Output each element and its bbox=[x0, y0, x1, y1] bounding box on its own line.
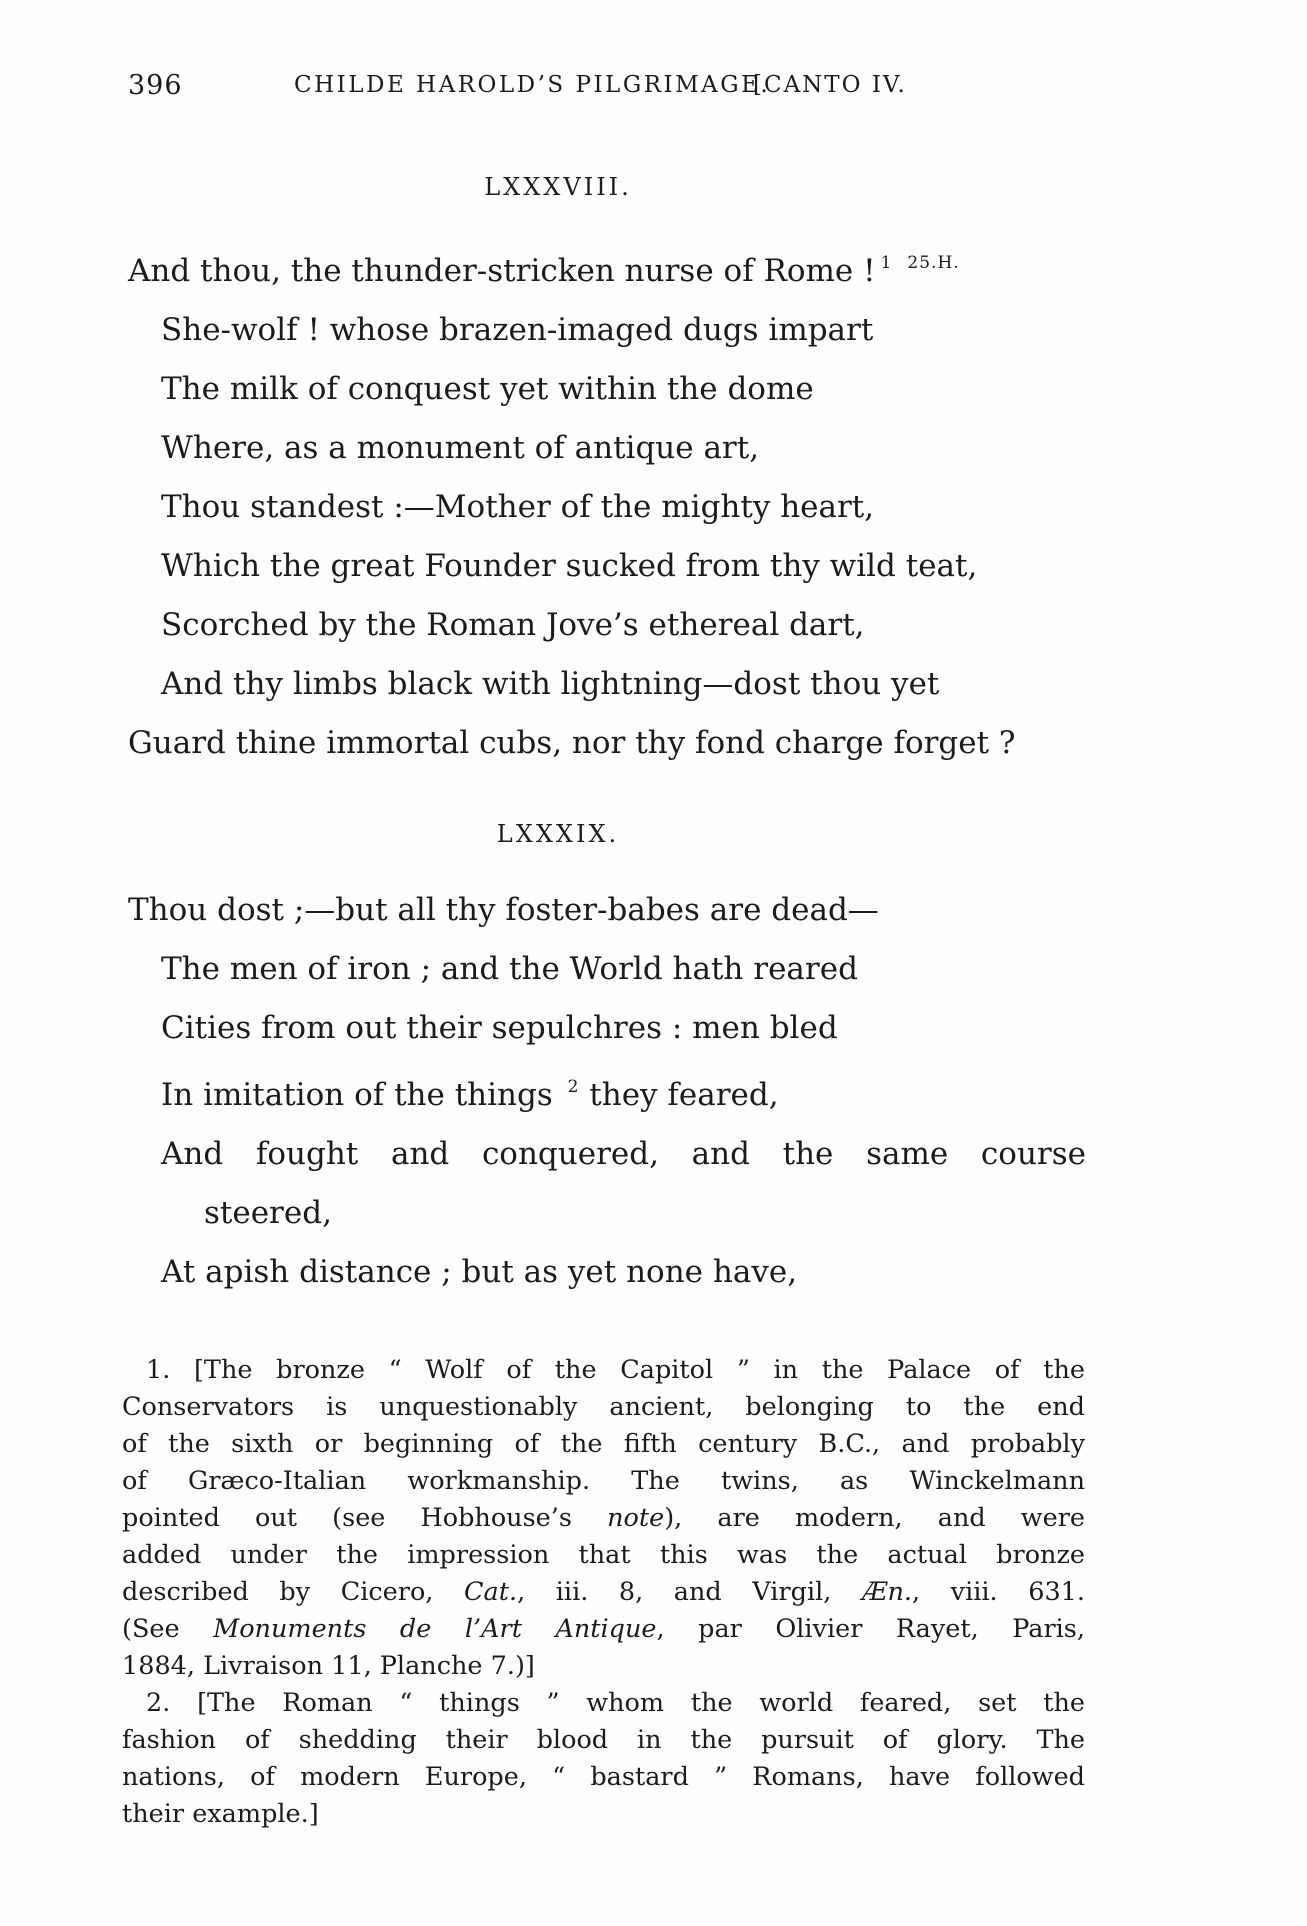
footnote-line bbox=[122, 1722, 1085, 1759]
text-segment: Æn. bbox=[861, 1577, 912, 1607]
text-segment: 1. [The bronze “ Wolf of the Capitol ” in the Palace of the bbox=[146, 1355, 1085, 1385]
canto-label: [CANTO IV. bbox=[753, 72, 907, 98]
footnote-line bbox=[122, 1648, 1085, 1685]
footnote-line bbox=[122, 1389, 1085, 1426]
footnote-line bbox=[122, 1463, 1085, 1500]
poem bbox=[128, 172, 1086, 1302]
text-segment: In imitation of the things bbox=[161, 1077, 563, 1113]
text-segment: 2. [The Roman “ things ” whom the world feared, set the bbox=[146, 1688, 1085, 1718]
text-segment: pointed out (see Hobhouse’s bbox=[122, 1503, 608, 1533]
poem-line bbox=[161, 419, 1086, 478]
text-segment: , iii. 8, and Virgil, bbox=[517, 1577, 862, 1607]
footnote-line bbox=[122, 1611, 1085, 1648]
text-segment: (See bbox=[122, 1614, 214, 1644]
text-segment: note bbox=[607, 1503, 665, 1533]
footnote-line bbox=[122, 1759, 1085, 1796]
poem-line bbox=[161, 478, 1086, 537]
running-header bbox=[128, 68, 1086, 104]
text-segment: Where, as a monument of antique art, bbox=[161, 430, 760, 466]
footnote-marker: 1 bbox=[880, 253, 893, 273]
text-segment: Conservators is unquestionably ancient, belonging to the end bbox=[122, 1392, 1085, 1422]
text-segment: described by Cicero, bbox=[122, 1577, 464, 1607]
poem-line bbox=[204, 1184, 1086, 1243]
footnote-line bbox=[122, 1537, 1085, 1574]
text-segment: 1884, Livraison 11, Planche 7.)] bbox=[122, 1651, 535, 1681]
text-segment: Which the great Founder sucked from thy wild teat, bbox=[161, 548, 978, 584]
poem-line bbox=[161, 940, 1086, 999]
poem-line bbox=[161, 1058, 1086, 1125]
text-segment: , viii. 631. bbox=[912, 1577, 1085, 1607]
text-segment: fashion of shedding their blood in the pursuit of glory. The bbox=[122, 1725, 1085, 1755]
text-segment: She-wolf ! whose brazen-imaged dugs impart bbox=[161, 312, 874, 348]
poem-line bbox=[161, 301, 1086, 360]
poem-line bbox=[128, 881, 1086, 940]
footnote-line bbox=[122, 1500, 1085, 1537]
text-segment: Guard thine immortal cubs, nor thy fond charge forget ? bbox=[128, 725, 1016, 761]
text-segment: At apish distance ; but as yet none have, bbox=[161, 1254, 798, 1290]
poem-line bbox=[161, 360, 1086, 419]
stanza-lxxxviii bbox=[128, 172, 1086, 773]
text-segment: And fought and conquered, and the same course bbox=[161, 1136, 1086, 1172]
stanza-heading: LXXXVIII. bbox=[484, 173, 632, 201]
text-segment: Monuments de l’Art Antique bbox=[213, 1614, 657, 1644]
text-segment: added under the impression that this was the actual bronze bbox=[122, 1540, 1085, 1570]
footnote-line bbox=[122, 1796, 1085, 1833]
poem-line bbox=[161, 655, 1086, 714]
footnote-line bbox=[122, 1574, 1085, 1611]
text-segment: nations, of modern Europe, “ bastard ” Romans, have followed bbox=[122, 1762, 1085, 1792]
footnote-line bbox=[122, 1352, 1085, 1389]
footnote-marker: 25.H. bbox=[907, 253, 960, 273]
stanza-lxxxix bbox=[128, 819, 1086, 1302]
poem-line bbox=[161, 537, 1086, 596]
text-segment: of the sixth or beginning of the fifth century B.C., and probably bbox=[122, 1429, 1085, 1459]
text-segment: of Græco-Italian workmanship. The twins, as Winckelmann bbox=[122, 1466, 1085, 1496]
text-segment: Thou dost ;—but all thy foster-babes are dead— bbox=[128, 892, 879, 928]
text-segment: The milk of conquest yet within the dome bbox=[161, 371, 814, 407]
poem-line bbox=[128, 234, 1086, 301]
page-number: 396 bbox=[128, 70, 183, 101]
poem-line bbox=[161, 596, 1086, 655]
text-segment: Thou standest :—Mother of the mighty heart, bbox=[161, 489, 875, 525]
footnote-line bbox=[122, 1685, 1085, 1722]
text-segment: , par Olivier Rayet, Paris, bbox=[656, 1614, 1085, 1644]
text-segment: And thou, the thunder-stricken nurse of Rome ! bbox=[128, 253, 876, 289]
footnote-line bbox=[122, 1426, 1085, 1463]
text-segment: ), are modern, and were bbox=[664, 1503, 1085, 1533]
poem-line bbox=[161, 1243, 1086, 1302]
footnote-marker: 2 bbox=[567, 1077, 580, 1097]
text-segment: The men of iron ; and the World hath reared bbox=[161, 951, 858, 987]
stanza-lines bbox=[128, 881, 1086, 1302]
stanza-lines bbox=[128, 234, 1086, 773]
text-segment: And thy limbs black with lightning—dost thou yet bbox=[161, 666, 940, 702]
footnotes bbox=[122, 1352, 1085, 1833]
text-segment: their example.] bbox=[122, 1799, 319, 1829]
text-segment: Cat. bbox=[464, 1577, 518, 1607]
text-segment: steered, bbox=[204, 1195, 332, 1231]
running-title: CHILDE HAROLD’S PILGRIMAGE. bbox=[294, 72, 771, 98]
text-segment: Scorched by the Roman Jove’s ethereal dart, bbox=[161, 607, 865, 643]
text-segment: Cities from out their sepulchres : men bled bbox=[161, 1010, 838, 1046]
poem-line bbox=[161, 1125, 1086, 1184]
poem-line bbox=[161, 999, 1086, 1058]
text-segment: they feared, bbox=[579, 1077, 779, 1113]
poem-line bbox=[128, 714, 1086, 773]
stanza-heading: LXXXIX. bbox=[496, 820, 620, 848]
